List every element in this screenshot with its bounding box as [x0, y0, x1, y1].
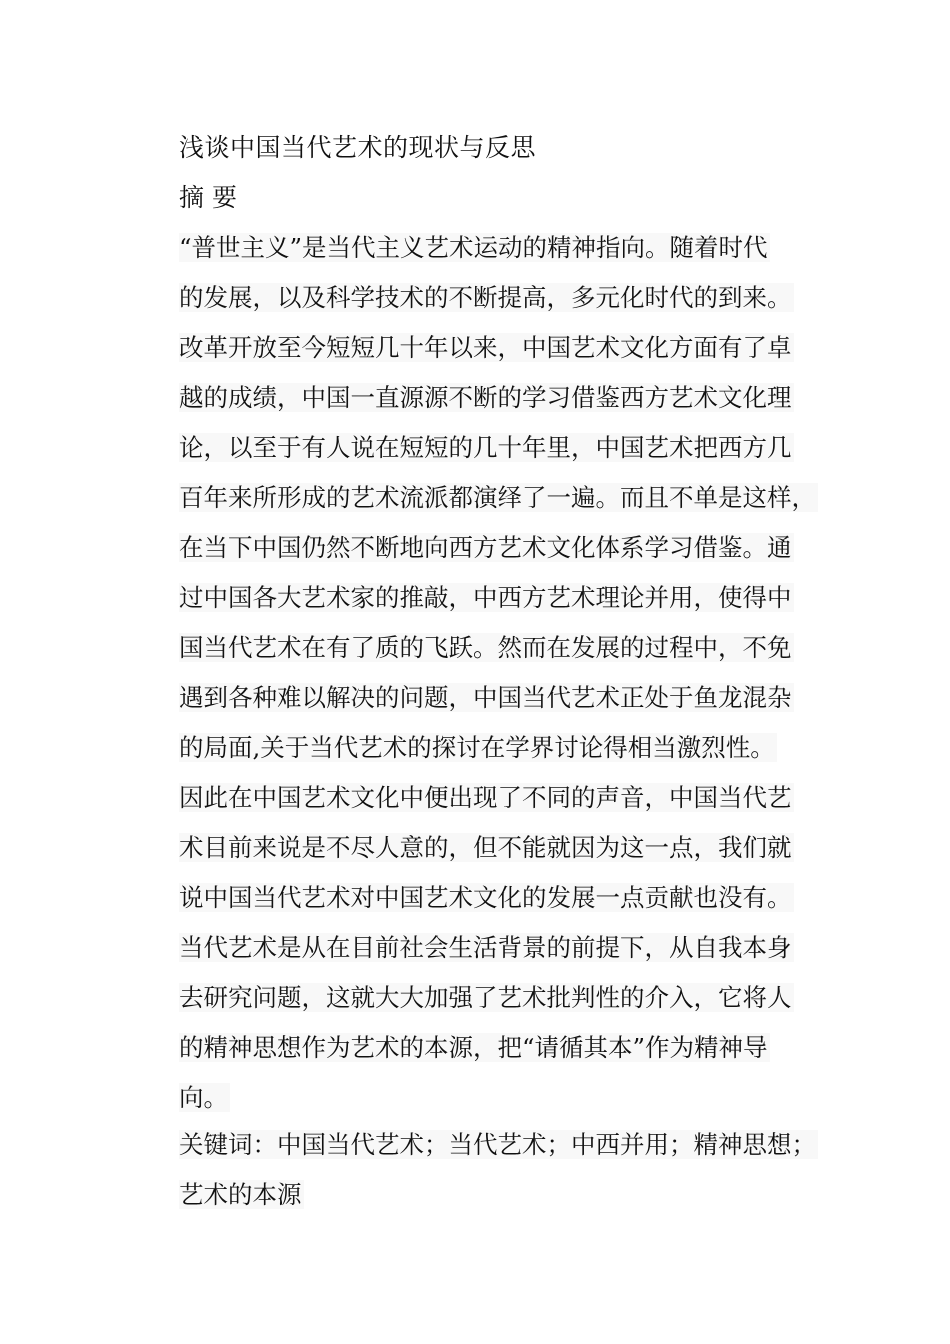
abstract-line: 百年来所形成的艺术流派都演绎了一遍。而且不单是这样， [179, 483, 816, 512]
abstract-line: 说中国当代艺术对中国艺术文化的发展一点贡献也没有。 [179, 883, 792, 912]
abstract-line: 越的成绩，中国一直源源不断的学习借鉴西方艺术文化理 [179, 383, 792, 412]
abstract-line: 在当下中国仍然不断地向西方艺术文化体系学习借鉴。通 [179, 533, 792, 562]
document-title: 浅谈中国当代艺术的现状与反思 [179, 133, 537, 162]
abstract-line: 改革开放至今短短几十年以来，中国艺术文化方面有了卓 [179, 333, 792, 362]
abstract-line: 遇到各种难以解决的问题，中国当代艺术正处于鱼龙混杂 [179, 683, 792, 712]
abstract-line: 当代艺术是从在目前社会生活背景的前提下，从自我本身 [179, 933, 792, 962]
keywords [179, 1126, 839, 1226]
abstract-line: 去研究问题，这就大大加强了艺术批判性的介入，它将人 [179, 983, 792, 1012]
abstract-line: “普世主义”是当代主义艺术运动的精神指向。随着时代 [179, 233, 768, 262]
keywords-line: 关键词：中国当代艺术；当代艺术；中西并用；精神思想； [179, 1130, 816, 1159]
keywords-line: 艺术的本源 [179, 1180, 302, 1209]
abstract-line: 因此在中国艺术文化中便出现了不同的声音，中国当代艺 [179, 783, 792, 812]
abstract-heading: 摘 要 [179, 183, 237, 212]
abstract-line: 的精神思想作为艺术的本源，把“请循其本”作为精神导 [179, 1033, 768, 1062]
abstract-line: 国当代艺术在有了质的飞跃。然而在发展的过程中，不免 [179, 633, 792, 662]
abstract-line: 向。 [179, 1083, 228, 1112]
abstract-line: 的发展，以及科学技术的不断提高，多元化时代的到来。 [179, 283, 792, 312]
abstract-line: 论，以至于有人说在短短的几十年里，中国艺术把西方几 [179, 433, 792, 462]
abstract-body [179, 229, 839, 1129]
abstract-line: 的局面,关于当代艺术的探讨在学界讨论得相当激烈性。 [179, 733, 775, 762]
abstract-line: 过中国各大艺术家的推敲，中西方艺术理论并用，使得中 [179, 583, 792, 612]
abstract-line: 术目前来说是不尽人意的，但不能就因为这一点，我们就 [179, 833, 792, 862]
